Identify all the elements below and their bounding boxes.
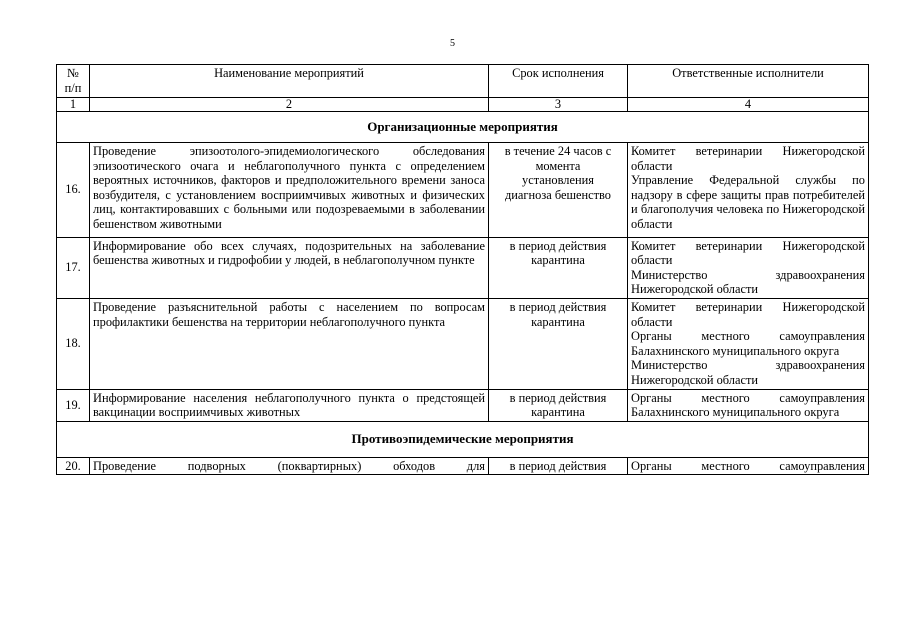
row-responsible xyxy=(628,237,869,298)
row-term: в период действия карантина xyxy=(489,298,628,389)
table-row xyxy=(57,389,869,421)
row-action: Проведение подворных (поквартирных) обходов для xyxy=(90,457,489,475)
header-responsible: Ответственные исполнители xyxy=(628,65,869,98)
responsible-item: Органы местного самоуправления xyxy=(631,458,865,473)
table-header xyxy=(57,65,869,98)
table-row xyxy=(57,298,869,389)
column-number: 3 xyxy=(489,98,628,112)
row-term: в течение 24 часов с момента установления диагноза бешенство xyxy=(489,143,628,238)
page-number: 5 xyxy=(450,38,455,49)
table-row xyxy=(57,237,869,298)
table-row xyxy=(57,143,869,238)
header-number-line2: п/п xyxy=(64,80,82,95)
responsible-item: Комитет ветеринарии Нижегородской области xyxy=(631,144,865,173)
header-term: Срок исполнения xyxy=(489,65,628,98)
responsible-item: Органы местного самоуправления Балахнинского муниципального округа xyxy=(631,329,865,358)
row-responsible xyxy=(628,457,869,475)
section-row xyxy=(57,421,869,457)
row-number: 18. xyxy=(57,298,90,389)
header-action: Наименование мероприятий xyxy=(90,65,489,98)
column-numbers-row xyxy=(57,98,869,112)
row-responsible xyxy=(628,389,869,421)
measures-table xyxy=(56,64,869,475)
column-number: 4 xyxy=(628,98,869,112)
row-action: Информирование обо всех случаях, подозрительных на заболевание бешенства животных и гидрофобии у людей, в неблагополучном пункте xyxy=(90,237,489,298)
section-row xyxy=(57,112,869,143)
responsible-item: Комитет ветеринарии Нижегородской области xyxy=(631,299,865,329)
row-action: Информирование населения неблагополучного пункта о предстоящей вакцинации восприимчивых животных xyxy=(90,389,489,421)
row-term: в период действия xyxy=(489,457,628,475)
table-row xyxy=(57,457,869,475)
row-action: Проведение эпизоотолого-эпидемиологического обследования эпизоотического очага и неблагополучного пункта с определением вероятных источников, факторов и предположительного времени заноса возбудителя, с установлением восприимчивых животных и физических лиц, контактировавших с больными или подозреваемыми в заболевании бешенством животными xyxy=(90,143,489,238)
row-responsible xyxy=(628,298,869,389)
section-title-organizational: Организационные мероприятия xyxy=(57,112,869,143)
row-number: 20. xyxy=(57,457,90,475)
responsible-item: Управление Федеральной службы по надзору в сфере защиты прав потребителей и благополучия человека по Нижегородской области xyxy=(631,173,865,231)
column-number: 2 xyxy=(90,98,489,112)
header-number-line1: № xyxy=(67,66,79,80)
responsible-item: Министерство здравоохранения Нижегородской области xyxy=(631,358,865,387)
responsible-item: Министерство здравоохранения Нижегородской области xyxy=(631,267,865,297)
column-number: 1 xyxy=(57,98,90,112)
row-number: 16. xyxy=(57,143,90,238)
row-action: Проведение разъяснительной работы с населением по вопросам профилактики бешенства на территории неблагополучного пункта xyxy=(90,298,489,389)
row-responsible xyxy=(628,143,869,238)
row-term: в период действия карантина xyxy=(489,389,628,421)
responsible-item: Комитет ветеринарии Нижегородской области xyxy=(631,238,865,268)
header-number xyxy=(57,65,90,98)
section-title-antiepidemic: Противоэпидемические мероприятия xyxy=(57,421,869,457)
row-term: в период действия карантина xyxy=(489,237,628,298)
responsible-item: Органы местного самоуправления Балахнинского муниципального округа xyxy=(631,390,865,420)
row-number: 19. xyxy=(57,389,90,421)
row-number: 17. xyxy=(57,237,90,298)
